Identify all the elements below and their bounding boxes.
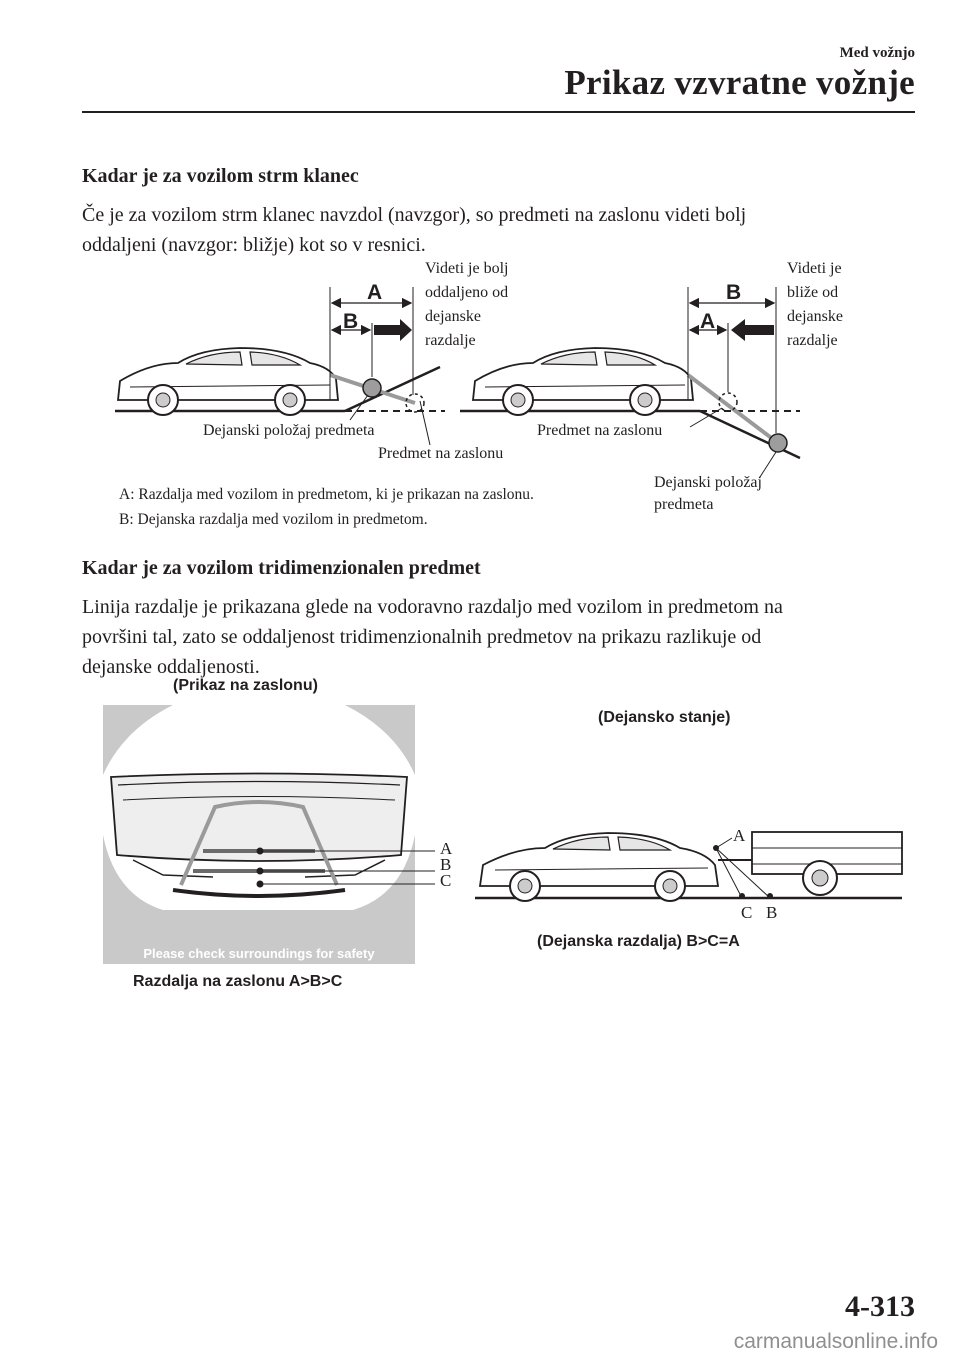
car-side bbox=[480, 833, 718, 901]
screen-view-title: (Prikaz na zaslonu) bbox=[173, 677, 318, 694]
actual-situation-diagram bbox=[470, 810, 910, 920]
right-screen-object-label: Predmet na zaslonu bbox=[537, 422, 663, 439]
label-line: predmeta bbox=[654, 496, 714, 513]
section1-heading: Kadar je za vozilom strm klanec bbox=[82, 165, 359, 187]
screen-label-c: C bbox=[440, 871, 452, 890]
actual-object-marker bbox=[769, 434, 787, 452]
section1-paragraph bbox=[82, 200, 922, 260]
letter-a-right: A bbox=[700, 310, 716, 333]
section-name: Med vožnjo bbox=[839, 45, 915, 61]
direction-arrow bbox=[731, 319, 774, 341]
actual-label-a: A bbox=[733, 826, 746, 845]
screen-label-a: A bbox=[440, 839, 453, 858]
left-note bbox=[425, 257, 508, 353]
note-line: oddaljeno od bbox=[425, 284, 509, 301]
note-line: bliže od bbox=[787, 284, 839, 301]
left-screen-object-label: Predmet na zaslonu bbox=[378, 445, 504, 462]
page-title: Prikaz vzvratne vožnje bbox=[564, 63, 915, 102]
car-left bbox=[118, 348, 338, 415]
screen-distance-labels bbox=[440, 841, 452, 889]
actual-object-marker bbox=[363, 379, 381, 397]
note-line: razdalje bbox=[425, 332, 476, 349]
direction-arrow bbox=[374, 319, 412, 341]
actual-distance-caption: (Dejanska razdalja) B>C=A bbox=[537, 933, 740, 950]
watermark: carmanualsonline.info bbox=[733, 1330, 938, 1353]
trailer bbox=[718, 832, 902, 895]
section2-paragraph bbox=[82, 592, 922, 682]
legend-a: A: Razdalja med vozilom in predmetom, ki je prikazan na zaslonu. bbox=[119, 486, 534, 503]
camera-screen-diagram bbox=[103, 705, 415, 945]
leader-line bbox=[760, 452, 776, 477]
note-line: razdalje bbox=[787, 332, 838, 349]
screen-label-b: B bbox=[440, 855, 452, 874]
actual-label-c: C bbox=[741, 903, 753, 922]
screen-distance-caption: Razdalja na zaslonu A>B>C bbox=[133, 973, 343, 990]
screen-label-leaders bbox=[255, 840, 445, 900]
note-line: dejanske bbox=[787, 308, 843, 325]
right-note bbox=[787, 257, 843, 353]
note-line: Videti je bolj bbox=[425, 260, 509, 277]
right-actual-position-label bbox=[654, 472, 762, 516]
note-line: dejanske bbox=[425, 308, 481, 325]
letter-b-right: B bbox=[726, 281, 742, 304]
paragraph-line: Linija razdalje je prikazana glede na vodoravno razdaljo med vozilom in predmetom na bbox=[82, 596, 783, 618]
header-divider bbox=[82, 111, 915, 113]
page-number: 4-313 bbox=[845, 1290, 915, 1323]
actual-label-b: B bbox=[766, 903, 778, 922]
legend-b: B: Dejanska razdalja med vozilom in predmetom. bbox=[119, 511, 428, 528]
section2-heading: Kadar je za vozilom tridimenzionalen predmet bbox=[82, 557, 481, 579]
note-line: Videti je bbox=[787, 260, 842, 277]
car-right bbox=[473, 348, 693, 415]
paragraph-line: dejanske oddaljenosti. bbox=[82, 656, 260, 678]
paragraph-line: površini tal, zato se oddaljenost tridimenzionalnih predmetov na prikazu razlikuje od bbox=[82, 626, 762, 648]
left-actual-position-label: Dejanski položaj predmeta bbox=[203, 422, 375, 439]
safety-banner: Please check surroundings for safety bbox=[103, 943, 415, 964]
leader-line bbox=[420, 401, 430, 445]
slope-line bbox=[700, 411, 800, 458]
right-uphill-scene bbox=[460, 287, 800, 477]
paragraph-line: Če je za vozilom strm klanec navzdol (navzgor), so predmeti na zaslonu videti bolj bbox=[82, 204, 747, 226]
actual-view-title: (Dejansko stanje) bbox=[598, 709, 731, 726]
slope-line bbox=[345, 367, 440, 411]
paragraph-line: oddaljeni (navzgor: bližje) kot so v resnici. bbox=[82, 234, 426, 256]
label-line: Dejanski položaj bbox=[654, 474, 762, 491]
letter-a-left: A bbox=[367, 281, 383, 304]
letter-b-left: B bbox=[343, 310, 359, 333]
sight-line-c bbox=[716, 848, 742, 898]
